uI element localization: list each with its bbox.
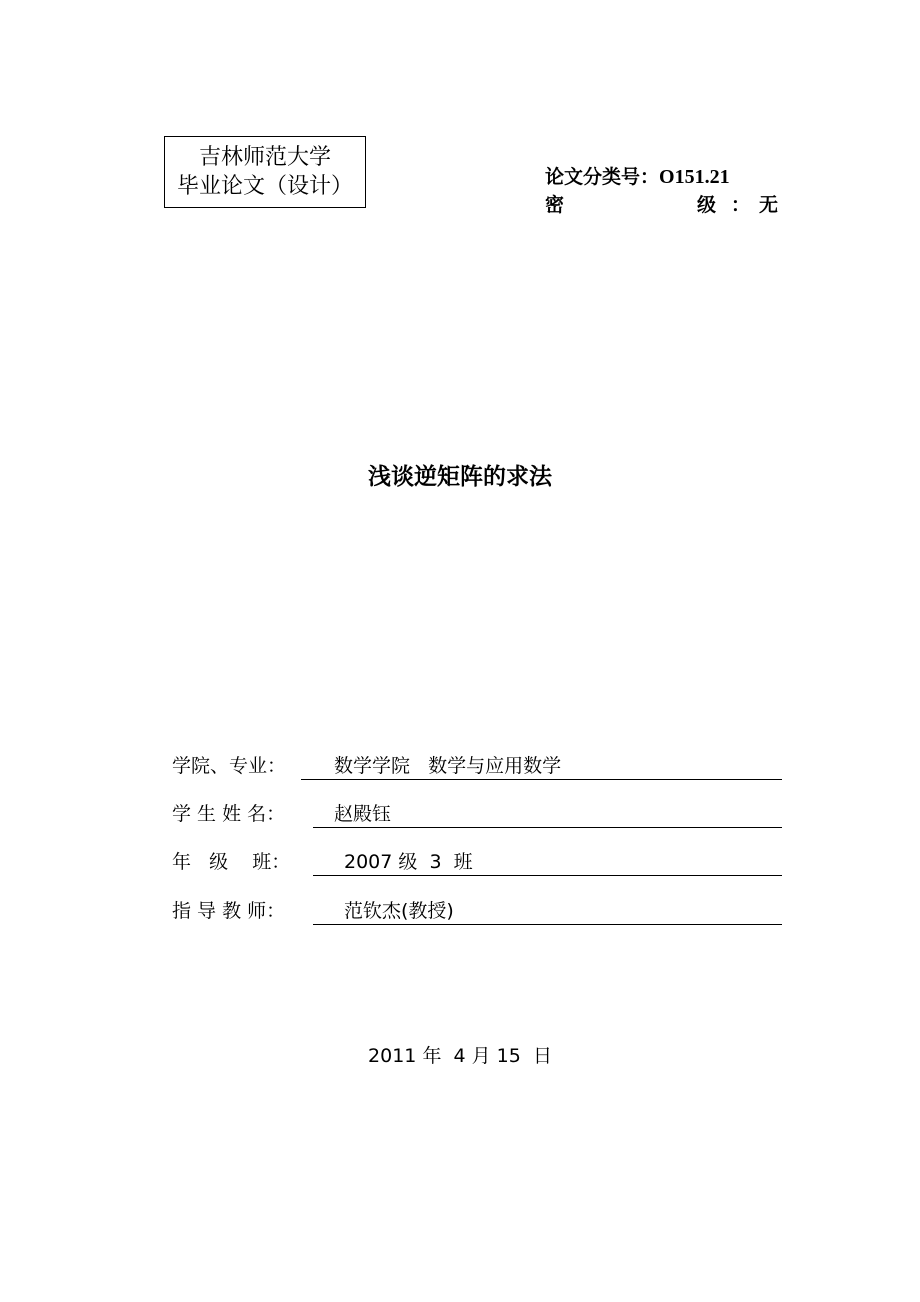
student-name-row <box>172 800 782 832</box>
submission-date: 2011 年 4 月 15 日 <box>368 1045 552 1067</box>
class-label: 年 级 班： <box>172 851 291 873</box>
secrecy-label-char1: 密 <box>545 194 565 216</box>
advisor-value: 范钦杰(教授) <box>344 900 454 922</box>
college-major-label: 学院、专业： <box>172 755 287 777</box>
advisor-label: 指 导 教 师： <box>172 900 286 922</box>
thesis-title: 浅谈逆矩阵的求法 <box>368 464 552 490</box>
class-value: 2007 级 3 班 <box>344 851 473 873</box>
secrecy-level-row <box>545 191 785 219</box>
secrecy-label-char2: 级 <box>697 194 717 216</box>
classification-number-value: O151.21 <box>659 166 730 188</box>
secrecy-level-value: 无 <box>759 194 779 216</box>
university-title-box <box>164 136 366 208</box>
classification-number-label: 论文分类号： <box>545 166 660 188</box>
advisor-row <box>172 897 782 929</box>
college-major-value: 数学学院 数学与应用数学 <box>334 755 562 777</box>
classification-number-row <box>545 163 785 191</box>
document-type: 毕业论文（设计） <box>176 174 353 199</box>
student-name-value: 赵殿钰 <box>334 803 392 825</box>
class-row <box>172 848 782 880</box>
college-major-row <box>172 752 782 784</box>
student-name-label: 学 生 姓 名： <box>172 803 286 825</box>
secrecy-colon: ： <box>731 194 751 216</box>
classification-block <box>545 163 785 219</box>
university-name: 吉林师范大学 <box>198 145 331 170</box>
